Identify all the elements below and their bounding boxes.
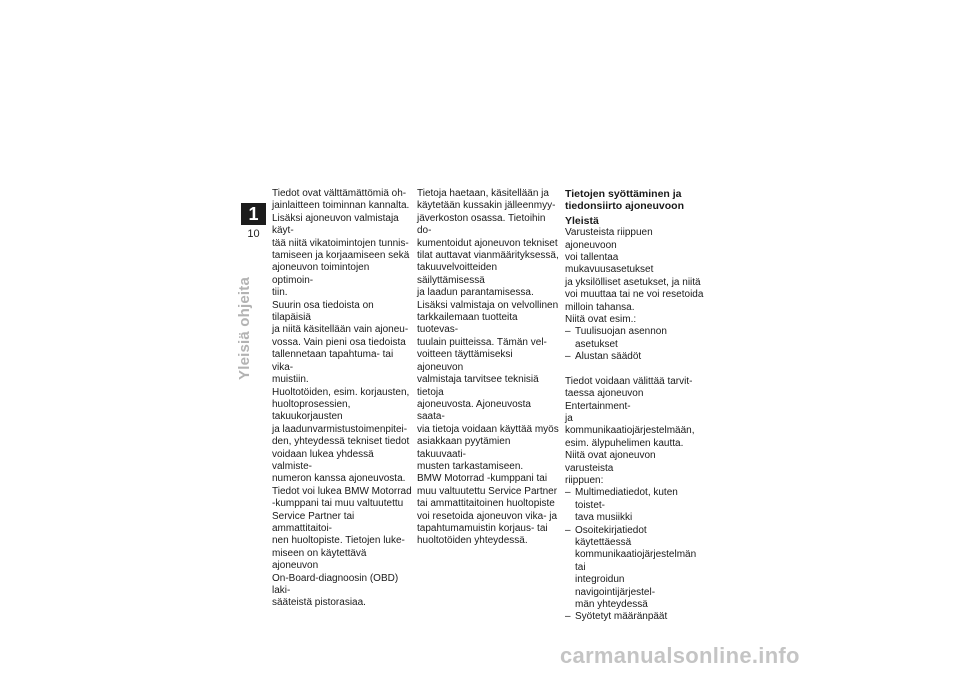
chapter-side-title: Yleisiä ohjeita	[236, 276, 253, 380]
page-number: 10	[247, 228, 260, 240]
watermark-text: carmanualsonline.info	[560, 643, 800, 668]
section-heading: Tietojen syöttäminen ja tiedonsiirto ajoneuvoon	[565, 188, 685, 213]
text-column-1: Tiedot ovat välttämättömiä oh- jainlaitteen toiminnan kannalta. Lisäksi ajoneuvon valmistaja käyt- tää niitä vikatoimintojen tunnis- tamiseen ja korjaamiseen sekä ajoneuvon toimintojen optimoin- tiin. Suurin osa tiedoista on tilapäisiä ja niitä käsitellään vain ajoneu- vossa. Vain pieni osa tiedoista tallennetaan tapahtuma- tai vika- muistiin. Huoltotöiden, esim. korjausten, huoltoprosessien, takuukorjausten ja laadunvarmistustoimenpitei- den, yhteydessä tekniset tiedot voidaan lukea yhdessä valmiste- numeron kanssa ajoneuvosta. Tiedot voi lukea BMW Motorrad -kumppani tai muu valtuutettu Service Partner tai ammattitaitoi- nen huoltopiste. Tietojen luke- miseen on käytettävä ajoneuvon On-Board-diagnoosin (OBD) laki- sääteistä pistorasiaa.	[272, 188, 412, 609]
list-item: – Syötetyt määränpäät	[565, 611, 705, 623]
dash-list-2	[565, 487, 705, 623]
text-column-3	[565, 188, 705, 624]
list-item: – Tuulisuojan asennon asetukset	[565, 326, 705, 351]
list-item: – Alustan säädöt	[565, 351, 705, 363]
chapter-number-badge: 1	[241, 203, 266, 225]
text-column-2: Tietoja haetaan, käsitellään ja käytetään kussakin jälleenmyy- jäverkoston osassa. Tietoihin do- kumentoidut ajoneuvon tekniset tilat auttavat vianmäärityksessä, takuuvelvoitteiden säilyttämisessä ja laadun parantamisessa. Lisäksi valmistaja on velvollinen tarkkailemaan tuotteita tuotevas- tuulain puitteissa. Tämän vel- voitteen täyttämiseksi ajoneuvon valmistaja tarvitsee teknisiä tietoja ajoneuvosta. Ajoneuvosta saata- via tietoja voidaan käyttää myös asiakkaan pyytämien takuuvaati- musten tarkastamiseen. BMW Motorrad -kumppani tai muu valtuutettu Service Partner tai ammattitaitoinen huoltopiste voi resetoida ajoneuvon vika- ja tapahtumamuistin korjaus- tai huoltotöiden yhteydessä.	[417, 188, 559, 547]
list-item: – Multimediatiedot, kuten toistet- tava musiikki	[565, 487, 705, 524]
paragraph: Varusteista riippuen ajoneuvoon voi tallentaa mukavuusasetukset ja yksilölliset asetukset, ja niitä voi muuttaa tai ne voi resetoida milloin tahansa. Niitä ovat esim.:	[565, 227, 704, 326]
dash-list-1	[565, 326, 705, 363]
section-subheading: Yleistä	[565, 214, 599, 227]
paragraph: Tiedot voidaan välittää tarvit- taessa ajoneuvon Entertainment- ja kommunikaatiojärjestelmään, esim. älypuhelimen kautta. Niitä ovat ajoneuvon varusteista riippuen:	[565, 375, 695, 486]
list-item: – Osoitekirjatiedot käytettäessä kommunikaatiojärjestelmän tai integroidun navigointijärjestel- män yhteydessä	[565, 525, 705, 612]
